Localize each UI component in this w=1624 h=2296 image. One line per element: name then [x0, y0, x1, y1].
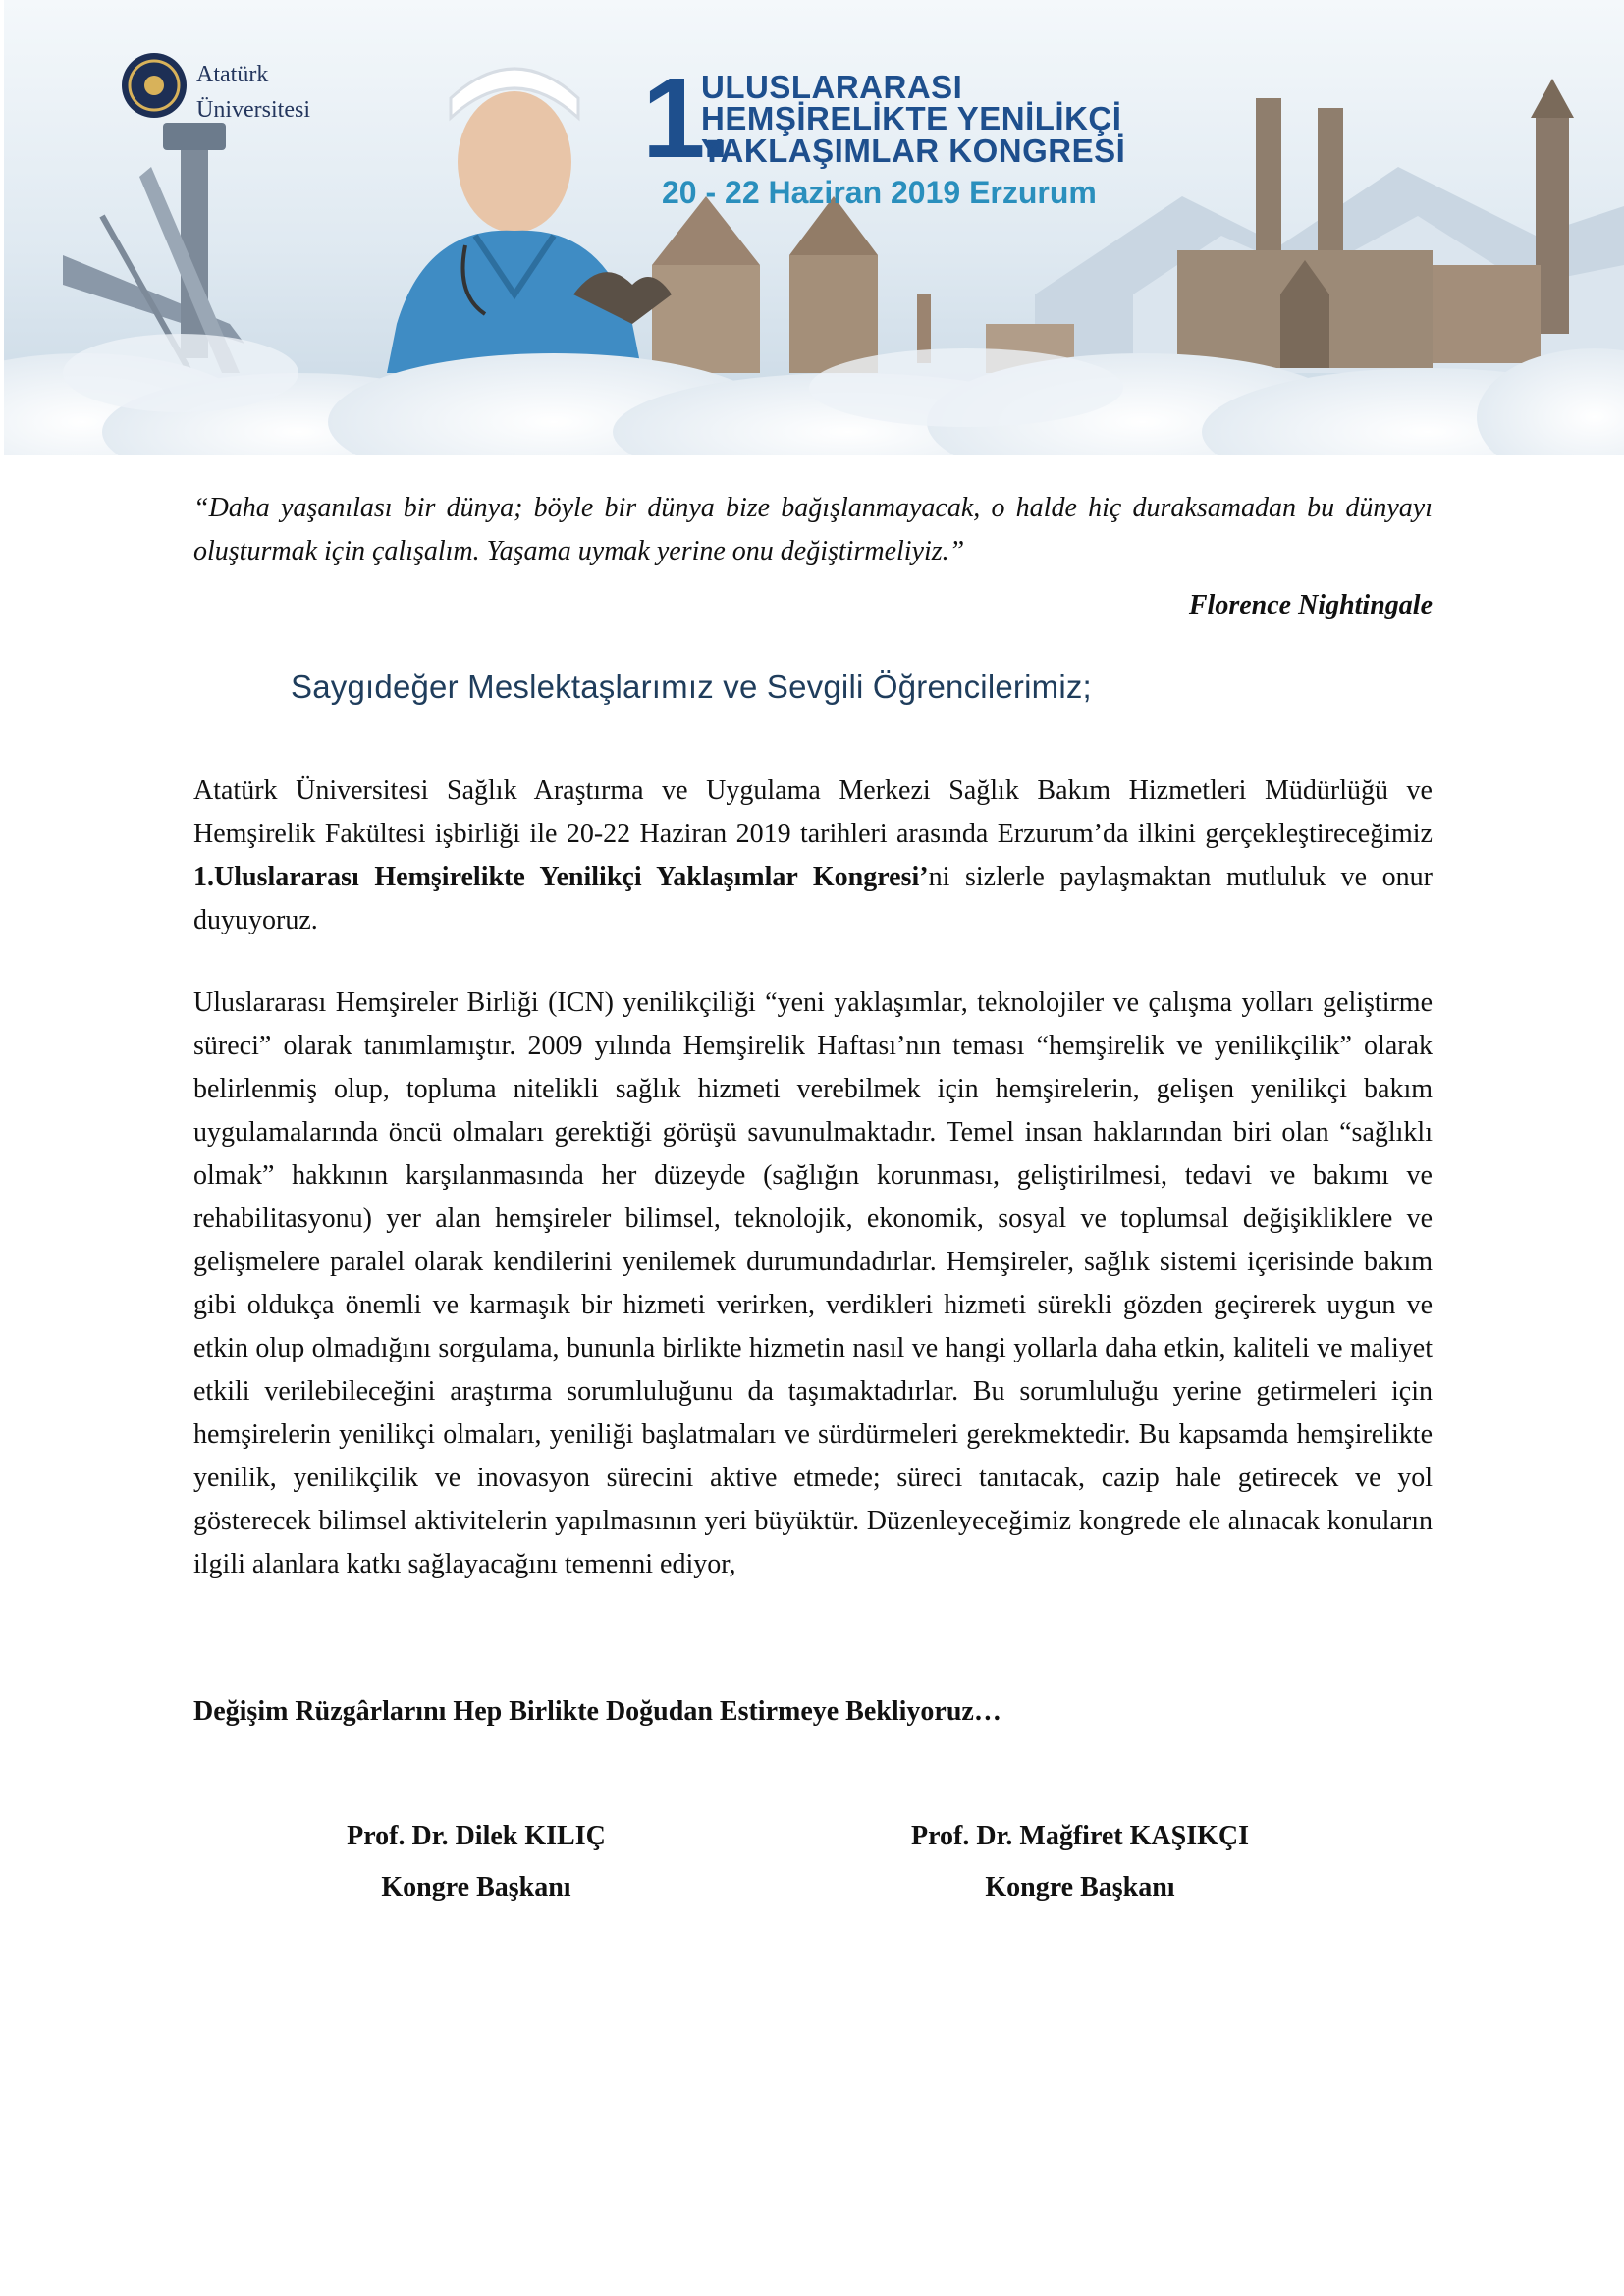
congress-title-line2: HEMŞİRELİKTE YENİLİKÇİ [701, 100, 1122, 136]
signature-name: Prof. Dr. Dilek KILIÇ [347, 1821, 606, 1851]
signature-title: Kongre Başkanı [985, 1872, 1175, 1902]
paragraph-intro-end: ni sizlerle paylaşmaktan mutluluk ve onur duyuyoruz. [193, 862, 1433, 935]
salutation: Saygıdeğer Meslektaşlarımız ve Sevgili Öğrencilerimiz; [291, 668, 1092, 705]
university-name-line2: Üniversitesi [196, 97, 310, 123]
closing-line: Değişim Rüzgârlarını Hep Birlikte Doğudan Estirmeye Bekliyoruz… [193, 1696, 1001, 1727]
signature-name: Prof. Dr. Mağfiret KAŞIKÇI [911, 1821, 1249, 1851]
signature-block [231, 1821, 722, 1903]
university-seal-icon [120, 51, 189, 120]
paragraph-body: Uluslararası Hemşireler Birliği (ICN) yenilikçiliği “yeni yaklaşımlar, teknolojiler ve çalışma yolları geliştirme süreci” olarak tanımlamıştır. 2009 yılında Hemşirelik Haftası’nın teması “hemşirelik ve yenilikçilik” olarak belirlenmiş olup, topluma nitelikli sağlık hizmeti verebilmek için hemşirelerin, gelişen yenilikçi bakım uygulamalarında öncü olmaları gerektiği görüşü savunulmaktadır. Temel insan haklarından biri olan “sağlıklı olmak” hakkının karşılanmasında her düzeyde (sağlığın korunması, geliştirilmesi, tedavi ve bakımı ve rehabilitasyonu) yer alan hemşireler bilimsel, teknolojik, ekonomik, sosyal ve toplumsal değişikliklere ve gelişmelere paralel olarak kendilerini yenilemek durumundadırlar. Hemşireler, sağlık sistemi içerisinde bakım gibi oldukça önemli ve karmaşık bir hizmeti verirken, verdikleri hizmeti sürekli gözden geçirerek uygun ve etkin olup olmadığını sorgulama, bununla birlikte hizmetin nasıl ve hangi yollarla daha etkin, kaliteli ve maliyet etkili verilebileceğini araştırma sorumluluğunu da taşımaktadırlar. Bu sorumluluğu yerine getirmeleri için hemşirelerin yenilikçi olmaları, yeniliği başlatmaları ve sürdürmeleri gerekmektedir. Bu kapsamda hemşirelikte yenilik, yenilikçilik ve inovasyon sürecini aktive etmede; süreci tanıtacak, cazip hale getirecek ve yol gösterecek bilimsel aktivitelerin yapılmasının yeri büyüktür. Düzenleyeceğimiz kongrede ele alınacak konuların ilgili alanlara katkı sağlayacağını temenni ediyor, [193, 988, 1433, 1579]
university-name [196, 57, 310, 128]
signature-block [835, 1821, 1326, 1903]
congress-title-line3: YAKLAŞIMLAR KONGRESİ [701, 133, 1126, 169]
congress-dates: 20 - 22 Haziran 2019 Erzurum [662, 175, 1097, 210]
congress-number: 1. [642, 54, 726, 182]
university-name-line1: Atatürk [196, 62, 269, 87]
paragraph-intro-text: Atatürk Üniversitesi Sağlık Araştırma ve Uygulama Merkezi Sağlık Bakım Hizmetleri Müdürlüğü ve Hemşirelik Fakültesi işbirliği ile 20-22 Haziran 2019 tarihleri arasında Erzurum’da ilkini gerçekleştireceğimiz [193, 775, 1433, 849]
congress-title-line1: ULUSLARARASI [701, 69, 963, 105]
signature-title: Kongre Başkanı [381, 1872, 571, 1902]
opening-quote: “Daha yaşanılası bir dünya; böyle bir dünya bize bağışlanmayacak, o halde hiç duraksamadan bu dünyayı oluşturmak için çalışalım. Yaşama uymak yerine onu değiştirmeliyiz.” [193, 493, 1433, 566]
congress-banner [4, 0, 1624, 455]
quote-author: Florence Nightingale [1188, 590, 1433, 620]
congress-name-bold: 1.Uluslararası Hemşirelikte Yenilikçi Yaklaşımlar Kongresi’ [193, 862, 929, 892]
paragraph-intro [193, 770, 1433, 942]
